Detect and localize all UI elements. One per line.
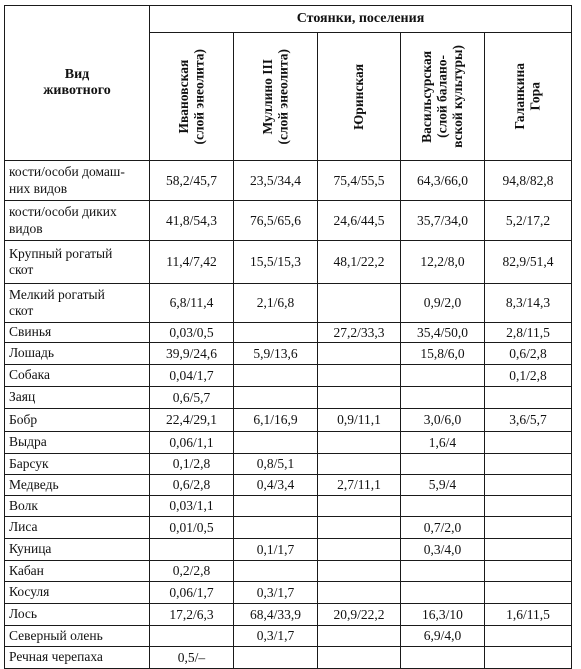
site-header-1	[234, 33, 318, 161]
value-cell	[485, 539, 572, 561]
value-cell	[401, 365, 485, 387]
table-row	[5, 323, 572, 343]
animal-name-cell: кости/особи домаш- них видов	[5, 161, 150, 201]
table-row	[5, 582, 572, 604]
value-cell	[234, 496, 318, 517]
value-cell	[318, 343, 401, 365]
value-cell: 5,9/4	[401, 475, 485, 496]
value-cell	[234, 432, 318, 454]
value-cell: 0,9/11,1	[318, 409, 401, 432]
value-cell	[234, 323, 318, 343]
value-cell: 0,3/1,7	[234, 582, 318, 604]
animal-name-cell: Речная черепаха	[5, 647, 150, 669]
value-cell: 82,9/51,4	[485, 241, 572, 284]
animal-name-cell: Собака	[5, 365, 150, 387]
site-name: Юринская	[351, 63, 367, 130]
value-cell	[401, 496, 485, 517]
value-cell: 2,7/11,1	[318, 475, 401, 496]
animal-name-cell: Косуля	[5, 582, 150, 604]
table-row	[5, 539, 572, 561]
value-cell: 0,3/1,7	[234, 626, 318, 647]
value-cell: 0,1/2,8	[150, 454, 234, 475]
value-cell	[318, 626, 401, 647]
value-cell: 0,3/4,0	[401, 539, 485, 561]
value-cell: 39,9/24,6	[150, 343, 234, 365]
site-name: Васильсурская (слой балано- вской культуры)	[419, 45, 466, 148]
value-cell: 1,6/11,5	[485, 604, 572, 626]
site-name: Галанкина Гора	[512, 63, 543, 130]
table-row	[5, 454, 572, 475]
value-cell: 0,04/1,7	[150, 365, 234, 387]
site-header-3	[401, 33, 485, 161]
value-cell: 0,06/1,7	[150, 582, 234, 604]
value-cell: 0,6/2,8	[485, 343, 572, 365]
table-row	[5, 201, 572, 241]
value-cell: 64,3/66,0	[401, 161, 485, 201]
table-row	[5, 647, 572, 669]
animal-name-cell: Лиса	[5, 517, 150, 539]
value-cell: 6,8/11,4	[150, 284, 234, 323]
animal-column-header-text: Вид животного	[43, 66, 111, 98]
value-cell	[318, 539, 401, 561]
value-cell: 76,5/65,6	[234, 201, 318, 241]
animal-name-cell: Бобр	[5, 409, 150, 432]
value-cell	[234, 647, 318, 669]
value-cell: 8,3/14,3	[485, 284, 572, 323]
value-cell: 0,1/2,8	[485, 365, 572, 387]
value-cell: 22,4/29,1	[150, 409, 234, 432]
value-cell: 35,7/34,0	[401, 201, 485, 241]
value-cell: 0,1/1,7	[234, 539, 318, 561]
value-cell	[485, 517, 572, 539]
value-cell	[318, 387, 401, 409]
value-cell: 0,7/2,0	[401, 517, 485, 539]
value-cell: 2,1/6,8	[234, 284, 318, 323]
value-cell	[485, 475, 572, 496]
animal-column-header	[5, 6, 150, 161]
value-cell: 1,6/4	[401, 432, 485, 454]
value-cell: 0,5/–	[150, 647, 234, 669]
table-row	[5, 387, 572, 409]
value-cell: 11,4/7,42	[150, 241, 234, 284]
value-cell: 15,8/6,0	[401, 343, 485, 365]
value-cell: 0,8/5,1	[234, 454, 318, 475]
table-row	[5, 284, 572, 323]
table-row	[5, 517, 572, 539]
value-cell	[234, 561, 318, 582]
value-cell	[401, 647, 485, 669]
value-cell	[234, 517, 318, 539]
value-cell: 0,6/5,7	[150, 387, 234, 409]
value-cell	[318, 432, 401, 454]
animal-name-cell: Мелкий рогатый скот	[5, 284, 150, 323]
value-cell: 68,4/33,9	[234, 604, 318, 626]
value-cell	[401, 454, 485, 475]
animal-name-cell: Медведь	[5, 475, 150, 496]
value-cell: 0,01/0,5	[150, 517, 234, 539]
animal-name-cell: Крупный рогатый скот	[5, 241, 150, 284]
value-cell: 15,5/15,3	[234, 241, 318, 284]
value-cell: 41,8/54,3	[150, 201, 234, 241]
value-cell: 6,9/4,0	[401, 626, 485, 647]
value-cell: 20,9/22,2	[318, 604, 401, 626]
table-row	[5, 241, 572, 284]
animal-name-cell: Выдра	[5, 432, 150, 454]
site-name: Муллино III (слой энеолита)	[259, 48, 291, 145]
table-row	[5, 496, 572, 517]
animal-name-cell: Свинья	[5, 323, 150, 343]
value-cell: 35,4/50,0	[401, 323, 485, 343]
table-row	[5, 409, 572, 432]
site-name: Ивановская (слой энеолита)	[175, 48, 207, 145]
value-cell: 94,8/82,8	[485, 161, 572, 201]
value-cell	[234, 365, 318, 387]
value-cell	[318, 284, 401, 323]
fauna-table	[4, 5, 572, 669]
value-cell: 5,2/17,2	[485, 201, 572, 241]
value-cell	[401, 561, 485, 582]
value-cell	[234, 387, 318, 409]
site-header-0	[150, 33, 234, 161]
value-cell: 5,9/13,6	[234, 343, 318, 365]
value-cell	[485, 561, 572, 582]
table-row	[5, 561, 572, 582]
value-cell	[318, 647, 401, 669]
value-cell	[485, 582, 572, 604]
animal-name-cell: Барсук	[5, 454, 150, 475]
value-cell	[150, 539, 234, 561]
value-cell	[401, 582, 485, 604]
value-cell: 2,8/11,5	[485, 323, 572, 343]
value-cell	[485, 454, 572, 475]
value-cell	[485, 626, 572, 647]
table-row	[5, 432, 572, 454]
value-cell: 6,1/16,9	[234, 409, 318, 432]
value-cell: 3,6/5,7	[485, 409, 572, 432]
value-cell	[318, 365, 401, 387]
table-row	[5, 604, 572, 626]
animal-name-cell: Лось	[5, 604, 150, 626]
value-cell: 3,0/6,0	[401, 409, 485, 432]
animal-name-cell: Волк	[5, 496, 150, 517]
value-cell	[318, 496, 401, 517]
value-cell	[485, 387, 572, 409]
table-row	[5, 475, 572, 496]
value-cell	[318, 561, 401, 582]
value-cell	[318, 582, 401, 604]
value-cell: 12,2/8,0	[401, 241, 485, 284]
value-cell: 27,2/33,3	[318, 323, 401, 343]
value-cell: 0,9/2,0	[401, 284, 485, 323]
value-cell	[485, 647, 572, 669]
value-cell: 17,2/6,3	[150, 604, 234, 626]
value-cell	[485, 432, 572, 454]
table-row	[5, 626, 572, 647]
value-cell	[150, 626, 234, 647]
table-row	[5, 161, 572, 201]
animal-name-cell: Кабан	[5, 561, 150, 582]
value-cell: 58,2/45,7	[150, 161, 234, 201]
table-row	[5, 343, 572, 365]
value-cell: 0,6/2,8	[150, 475, 234, 496]
sites-group-header: Стоянки, поселения	[150, 6, 572, 33]
animal-name-cell: Куница	[5, 539, 150, 561]
site-header-4	[485, 33, 572, 161]
value-cell: 23,5/34,4	[234, 161, 318, 201]
value-cell	[318, 517, 401, 539]
value-cell: 0,06/1,1	[150, 432, 234, 454]
value-cell: 16,3/10	[401, 604, 485, 626]
value-cell: 48,1/22,2	[318, 241, 401, 284]
animal-name-cell: кости/особи диких видов	[5, 201, 150, 241]
animal-name-cell: Северный олень	[5, 626, 150, 647]
value-cell: 24,6/44,5	[318, 201, 401, 241]
value-cell	[318, 454, 401, 475]
value-cell	[401, 387, 485, 409]
value-cell: 0,03/0,5	[150, 323, 234, 343]
value-cell: 75,4/55,5	[318, 161, 401, 201]
table-row	[5, 365, 572, 387]
value-cell: 0,03/1,1	[150, 496, 234, 517]
value-cell	[485, 496, 572, 517]
animal-name-cell: Лошадь	[5, 343, 150, 365]
animal-name-cell: Заяц	[5, 387, 150, 409]
site-header-2	[318, 33, 401, 161]
value-cell: 0,4/3,4	[234, 475, 318, 496]
value-cell: 0,2/2,8	[150, 561, 234, 582]
